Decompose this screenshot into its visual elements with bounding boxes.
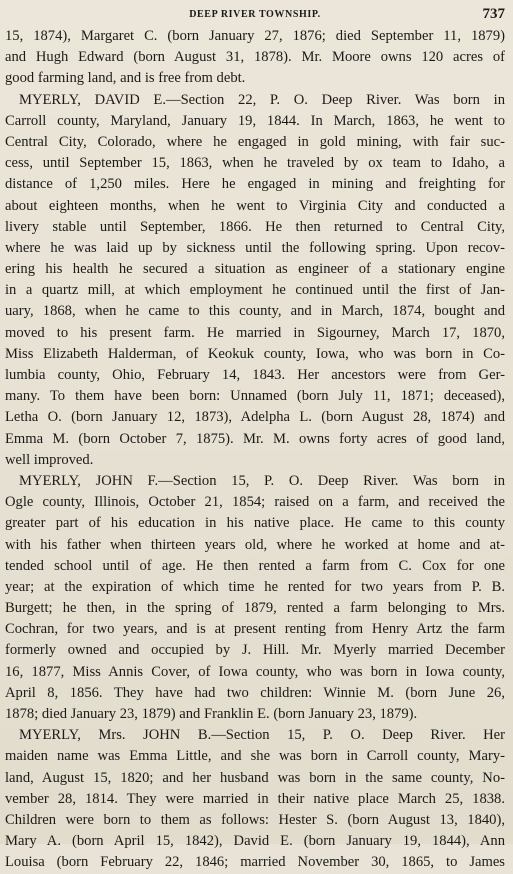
text-line: MYERLY, Mrs. JOHN B.—Section 15, P. O. Deep River. Her (19, 727, 505, 744)
text-line: and Hugh Edward (born August 31, 1878). Mr. Moore owns 120 acres of (5, 49, 505, 66)
text-line: vember 28, 1814. They were married in their native place March 25, 1838. (5, 790, 505, 807)
text-line: Cochran, for two years, and is at present renting from Henry Artz the farm (5, 621, 505, 638)
text-line: MYERLY, DAVID E.—Section 22, P. O. Deep River. Was born in (19, 91, 505, 108)
text-line: tended school until of age. He then rented a farm from C. Cox for one (5, 557, 505, 574)
text-line: year; at the expiration of which time he rented for two years from P. B. (5, 578, 505, 595)
text-line: Louisa (born February 22, 1846; married November 30, 1865, to James (5, 854, 505, 871)
text-line: where he was laid up by sickness until the following spring. Upon recov- (5, 239, 505, 256)
text-line: Letha O. (born January 12, 1873), Adelpha L. (born August 28, 1874) and (5, 409, 505, 426)
text-line: good farming land, and is free from debt. (5, 70, 246, 87)
text-line: Emma M. (born October 7, 1875). Mr. M. owns forty acres of good land, (5, 430, 505, 447)
text-line: many. To them have been born: Unnamed (born July 11, 1871; deceased), (5, 388, 505, 405)
text-line: MYERLY, JOHN F.—Section 15, P. O. Deep River. Was born in (19, 472, 505, 489)
text-line: greater part of his education in his native place. He came to this county (5, 515, 505, 532)
text-line: Central City, Colorado, where he engaged in gold mining, with fair suc- (5, 133, 505, 150)
text-line: livery stable until September, 1866. He then returned to Central City, (5, 218, 505, 235)
text-line: uary, 1868, when he came to this county, and in March, 1874, bought and (5, 303, 505, 320)
text-line: 15, 1874), Margaret C. (born January 27, 1876; died September 11, 1879) (5, 28, 505, 44)
text-line: ering his health he secured a situation as engineer of a stationary engine (5, 261, 505, 278)
text-line: Miss Elizabeth Halderman, of Keokuk county, Iowa, who was born in Co- (5, 345, 505, 362)
text-line: Children were born to them as follows: Hester S. (born August 13, 1840), (5, 811, 505, 828)
text-line: moved to his present farm. He married in Sigourney, March 17, 1870, (5, 324, 505, 341)
text-line: 16, 1877, Miss Annis Cover, of Iowa county, who was born in Iowa county, (5, 663, 505, 680)
text-line: Mary A. (born April 15, 1842), David E. (born January 19, 1844), Ann (5, 833, 505, 850)
text-line: April 8, 1856. They have had two children: Winnie M. (born June 26, (5, 684, 505, 701)
text-line: Burgett; he then, in the spring of 1879, rented a farm belonging to Mrs. (5, 600, 505, 617)
page-header (5, 6, 505, 26)
page-number: 737 (482, 6, 505, 22)
text-line: formerly owned and occupied by J. Hill. Mr. Myerly married December (5, 642, 505, 659)
text-line: lumbia county, Ohio, February 14, 1843. Her ancestors were from Ger- (5, 367, 505, 383)
text-line: in a quartz mill, at which employment he continued until the first of Jan- (5, 282, 505, 299)
text-line: Ogle county, Illinois, October 21, 1854; raised on a farm, and received the (5, 494, 505, 511)
body-text (5, 26, 505, 874)
text-line: land, August 15, 1820; and her husband was born in the same county, No- (5, 769, 505, 786)
text-line: cess, until September 15, 1863, when he traveled by ox team to Idaho, a (5, 155, 505, 172)
text-line: 1878; died January 23, 1879) and Franklin E. (born January 23, 1879). (5, 706, 418, 722)
running-head: DEEP RIVER TOWNSHIP. (189, 9, 321, 20)
text-line: Carroll county, Maryland, January 19, 1844. In March, 1863, he went to (5, 112, 505, 129)
text-line: well improved. (5, 451, 94, 468)
text-line: distance of 1,250 miles. Here he engaged in mining and freighting for (5, 176, 505, 193)
text-line: about eighteen months, when he went to Virginia City and conducted a (5, 197, 505, 214)
text-line: maiden name was Emma Little, and she was born in Carroll county, Mary- (5, 748, 505, 765)
text-line: with his father when thirteen years old, where he worked at home and at- (5, 536, 505, 553)
